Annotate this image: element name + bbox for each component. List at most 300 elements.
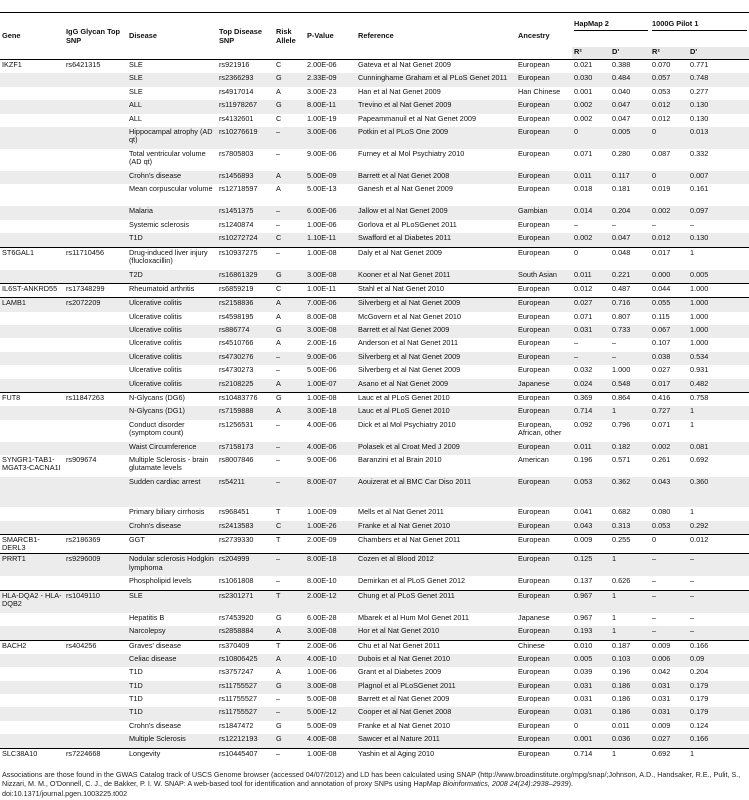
cell-risk-allele: G [274, 325, 305, 338]
cell-risk-allele: G [274, 100, 305, 113]
table-row [0, 114, 749, 127]
cell-pvalue: 8.00E-08 [307, 311, 337, 321]
cell-disease: N-Glycans (DG1) [127, 406, 217, 419]
cell-glycan-snp [64, 149, 127, 171]
table-row [0, 406, 749, 419]
cell-reference: McGovern et al Nat Genet 2010 [358, 311, 462, 321]
cell-ancestry: European [518, 720, 550, 730]
cell-1000g-r2: 0.012 [652, 113, 671, 123]
cell-disease: Systemic sclerosis [129, 219, 190, 229]
cell-disease: Ulcerative colitis [127, 298, 217, 312]
cell-hapmap-d: 0.313 [610, 521, 650, 535]
cell-pvalue: 1.00E-06 [307, 219, 337, 229]
cell-glycan-snp: rs17348299 [64, 283, 127, 297]
cell-disease: T1D [127, 707, 217, 720]
cell-disease: Hippocampal atrophy (AD qt) [127, 127, 217, 149]
cell-reference: Dick et al Mol Psychiatry 2010 [358, 419, 456, 429]
cell-1000g-d: 0.204 [690, 667, 709, 677]
cell-top-snp: rs2366293 [217, 73, 274, 86]
cell-ancestry: Japanese [518, 612, 550, 622]
cell-glycan-snp [64, 681, 127, 694]
cell-hapmap-r2: 0.005 [572, 654, 610, 667]
table-row [0, 626, 749, 640]
cell-gene [0, 114, 64, 127]
cell-hapmap-r2: 0.030 [572, 73, 610, 86]
table-row [0, 554, 749, 577]
cell-1000g-d: 0.166 [688, 640, 749, 654]
cell-1000g-r2: 0.071 [652, 419, 671, 429]
table-row [0, 338, 749, 351]
cell-hapmap-d: 0.484 [610, 73, 650, 86]
cell-risk-allele: – [274, 206, 305, 219]
cell-hapmap-r2: 0.002 [572, 233, 610, 247]
cell-glycan-snp [64, 127, 127, 149]
cell-ancestry: European [518, 667, 550, 677]
cell-hapmap-d: 0.716 [610, 298, 650, 312]
header-hapmap2: HapMap 2 [572, 14, 650, 47]
cell-1000g-d: 0.332 [690, 148, 709, 158]
cell-disease: T1D [127, 233, 217, 247]
table-row [0, 283, 749, 297]
cell-ancestry: European [516, 100, 572, 113]
cell-glycan-snp [64, 270, 127, 284]
cell-risk-allele: A [274, 171, 305, 184]
cell-reference: Barrett et al Nat Genet 2009 [358, 694, 450, 704]
cell-glycan-snp: rs909674 [66, 455, 97, 465]
cell-1000g-d: 0.179 [690, 694, 709, 704]
table-row [0, 60, 749, 74]
cell-1000g-r2: 0.042 [652, 667, 671, 677]
cell-disease: Conduct disorder (symptom count) [129, 419, 185, 437]
doi-link[interactable]: doi:10.1371/journal.pgen.1003225.t002 [2, 788, 128, 798]
cell-top-snp: rs16861329 [217, 270, 274, 284]
cell-top-snp: rs4730273 [219, 365, 254, 375]
cell-pvalue: 8.00E-18 [305, 554, 356, 577]
table-body [0, 60, 749, 763]
cell-top-snp: rs2413583 [217, 521, 274, 535]
cell-top-snp: rs11755527 [219, 694, 258, 704]
cell-hapmap-r2: 0.031 [574, 694, 593, 704]
cell-1000g-r2: 0.017 [650, 379, 688, 393]
cell-hapmap-d: 0.204 [610, 206, 650, 219]
cell-reference: Polasek et al Croat Med J 2009 [356, 442, 516, 455]
cell-ancestry: European [516, 590, 572, 613]
cell-1000g-r2: 0.027 [652, 365, 671, 375]
cell-1000g-r2: 0.087 [652, 148, 671, 158]
cell-ancestry: American [518, 455, 549, 465]
cell-risk-allele: C [274, 521, 305, 535]
cell-1000g-d: 1 [688, 406, 749, 419]
cell-gene [0, 721, 64, 734]
cell-risk-allele: C [274, 283, 305, 297]
cell-1000g-r2: 0.031 [650, 681, 688, 694]
cell-risk-allele: T [274, 590, 305, 613]
cell-gene [0, 681, 64, 694]
cell-hapmap-r2: 0.027 [572, 298, 610, 312]
cell-risk-allele: – [276, 365, 281, 375]
table-row [0, 613, 749, 626]
cell-glycan-snp: rs11847263 [64, 393, 127, 407]
cell-disease: SLE [129, 86, 143, 96]
table-row [0, 206, 749, 219]
cell-gene [0, 233, 64, 247]
cell-risk-allele: G [274, 734, 305, 748]
table-footnote [2, 770, 747, 798]
cell-hapmap-r2: 0.018 [574, 184, 593, 194]
cell-hapmap-r2: 0.714 [572, 406, 610, 419]
cell-hapmap-r2: 0.031 [572, 707, 610, 720]
cell-1000g-r2: 0.080 [652, 507, 671, 517]
cell-top-snp: rs4132601 [219, 113, 254, 123]
cell-1000g-r2: 0.043 [650, 477, 688, 507]
cell-top-snp: rs2108225 [217, 379, 274, 393]
cell-gene [0, 734, 64, 748]
cell-hapmap-r2: – [572, 352, 610, 365]
cell-disease: Crohn's disease [129, 720, 182, 730]
cell-ancestry: European [516, 127, 572, 149]
cell-gene [0, 406, 64, 419]
cell-gene: SMARCB1-DERL3 [0, 534, 64, 553]
table-row [0, 734, 749, 748]
cell-ancestry: European [516, 283, 572, 297]
cell-glycan-snp [64, 365, 127, 378]
cell-hapmap-d: 0.187 [610, 640, 650, 654]
cell-hapmap-d: 0.255 [610, 534, 650, 553]
cell-hapmap-d: 0.487 [610, 283, 650, 297]
cell-pvalue: 6.00E-28 [307, 612, 337, 622]
cell-reference: Swafford et al Diabetes 2011 [356, 233, 516, 247]
cell-reference: Gorlova et al PLoSGenet 2011 [358, 219, 457, 229]
cell-1000g-d: 1 [690, 507, 695, 517]
cell-reference: Trevino et al Nat Genet 2009 [356, 100, 516, 113]
cell-risk-allele: – [274, 748, 305, 762]
cell-hapmap-r2: 0.369 [572, 393, 610, 407]
cell-pvalue: 4.00E-06 [305, 442, 356, 455]
table-row [0, 298, 749, 312]
cell-glycan-snp [64, 420, 127, 442]
cell-risk-allele: G [276, 720, 282, 730]
cell-ancestry: European [518, 365, 550, 375]
cell-reference: Kooner et al Nat Genet 2011 [356, 270, 516, 284]
header-ancestry: Ancestry [518, 31, 550, 41]
cell-gene [0, 694, 64, 707]
cell-glycan-snp [64, 325, 127, 338]
cell-reference: Anderson et al Nat Genet 2011 [358, 338, 459, 348]
table-row [0, 73, 749, 86]
cell-1000g-d: 0.482 [688, 379, 749, 393]
cell-top-snp: rs10937275 [217, 247, 274, 270]
table-row [0, 455, 749, 477]
cell-pvalue: 1.00E-26 [305, 521, 356, 535]
cell-pvalue: 2.00E-06 [305, 640, 356, 654]
header-gene: Gene [2, 31, 21, 41]
cell-gene [0, 149, 64, 171]
cell-1000g-d: 0.179 [688, 681, 749, 694]
cell-gene [0, 707, 64, 720]
cell-glycan-snp [64, 312, 127, 325]
cell-risk-allele: – [276, 148, 281, 158]
cell-1000g-d: 0.534 [688, 352, 749, 365]
cell-disease: SLE [127, 73, 217, 86]
cell-hapmap-r2: 0.024 [572, 379, 610, 393]
header-glycan-snp: IgG Glycan Top SNP [66, 27, 121, 45]
header-risk-allele: Risk Allele [276, 27, 296, 45]
cell-top-snp: rs11755527 [217, 681, 274, 694]
cell-1000g-r2: 0.031 [650, 707, 688, 720]
cell-ancestry: European [516, 748, 572, 762]
cell-ancestry: European [518, 507, 550, 517]
cell-top-snp: rs1847472 [219, 720, 254, 730]
table-row [0, 87, 749, 100]
cell-hapmap-d: 0.196 [612, 667, 631, 677]
cell-pvalue: 1.00E-08 [305, 748, 356, 762]
cell-gene [0, 220, 64, 233]
cell-disease: Multiple Sclerosis [127, 734, 217, 748]
cell-hapmap-d: 0.796 [612, 419, 631, 429]
cell-ancestry: European [518, 60, 550, 69]
cell-1000g-d: 0.124 [690, 720, 709, 730]
cell-glycan-snp [64, 73, 127, 86]
cell-hapmap-d: 1 [610, 590, 650, 613]
cell-disease: T2D [127, 270, 217, 284]
cell-gene [0, 667, 64, 680]
cell-1000g-r2: 0.012 [650, 100, 688, 113]
cell-hapmap-d: – [610, 352, 650, 365]
cell-1000g-d: 1 [690, 419, 695, 429]
cell-hapmap-d: – [612, 338, 617, 348]
cell-reference: Aouizerat et al BMC Car Diso 2011 [356, 477, 516, 507]
cell-hapmap-r2: 0.021 [574, 60, 593, 69]
cell-ancestry: European [516, 707, 572, 720]
cell-top-snp: rs3757247 [219, 667, 254, 677]
cell-risk-allele: A [276, 86, 281, 96]
cell-top-snp: rs10445407 [217, 748, 274, 762]
cell-1000g-r2: 0.053 [652, 86, 671, 96]
cell-glycan-snp [64, 576, 127, 590]
table-row [0, 521, 749, 535]
cell-1000g-d: 0.130 [688, 233, 749, 247]
cell-reference: Silverberg et al Nat Genet 2009 [356, 298, 516, 312]
cell-top-snp: rs11755527 [217, 707, 274, 720]
cell-hapmap-d: 0.807 [612, 311, 631, 321]
cell-glycan-snp [64, 442, 127, 455]
cell-disease: Ulcerative colitis [129, 338, 182, 348]
cell-1000g-r2: 0.416 [650, 393, 688, 407]
table-row [0, 420, 749, 442]
cell-ancestry: European [516, 654, 572, 667]
cell-1000g-d: – [688, 554, 749, 577]
cell-risk-allele: A [274, 379, 305, 393]
cell-reference: Stahl et al Nat Genet 2010 [356, 283, 516, 297]
cell-top-snp: rs10272724 [217, 233, 274, 247]
table-row [0, 127, 749, 149]
cell-top-snp: rs54211 [217, 477, 274, 507]
cell-glycan-snp: rs2186369 [64, 534, 127, 553]
cell-hapmap-d: 0.040 [612, 86, 631, 96]
cell-pvalue: 1.00E-06 [307, 667, 337, 677]
cell-pvalue: 9.00E-06 [307, 148, 337, 158]
cell-1000g-r2: 0.002 [650, 206, 688, 219]
cell-pvalue: 2.00E-09 [305, 534, 356, 553]
cell-reference: Franke et al Nat Genet 2010 [358, 720, 451, 730]
cell-1000g-d: 1.000 [690, 338, 709, 348]
cell-reference: Barrett et al Nat Genet 2008 [356, 171, 516, 184]
cell-1000g-d: 0.277 [690, 86, 709, 96]
cell-hapmap-d: 0.186 [612, 694, 631, 704]
cell-hapmap-d: 0.186 [610, 681, 650, 694]
cell-pvalue: 7.00E-06 [305, 298, 356, 312]
cell-disease: Mean corpuscular volume [129, 184, 213, 194]
cell-1000g-d: – [690, 219, 695, 229]
cell-risk-allele: – [274, 127, 305, 149]
table-row [0, 352, 749, 365]
table-row [0, 184, 749, 206]
cell-ancestry: European [518, 113, 550, 123]
cell-risk-allele: – [276, 219, 281, 229]
cell-1000g-d: 0.360 [688, 477, 749, 507]
cell-top-snp: rs12212193 [217, 734, 274, 748]
cell-reference: Cunninghame Graham et al PLoS Genet 2011 [356, 73, 516, 86]
cell-ancestry: European [518, 184, 550, 194]
table-row [0, 247, 749, 270]
cell-disease: Crohn's disease [127, 521, 217, 535]
table-row [0, 149, 749, 171]
cell-gene [0, 379, 64, 393]
cell-1000g-d: 0.130 [690, 113, 709, 123]
cell-hapmap-d: 0.186 [610, 707, 650, 720]
cell-risk-allele: – [276, 419, 281, 429]
cell-glycan-snp [64, 184, 127, 206]
cell-disease: Celiac disease [127, 654, 217, 667]
table-row [0, 220, 749, 233]
cell-pvalue: 3.00E-23 [307, 86, 337, 96]
cell-gene [0, 576, 64, 590]
cell-reference: Papeammanuil et al Nat Genet 2009 [358, 113, 477, 123]
cell-glycan-snp [64, 477, 127, 507]
cell-gene [0, 127, 64, 149]
cell-hapmap-r2: 0 [572, 127, 610, 149]
cell-pvalue: 5.00E-09 [307, 720, 337, 730]
cell-hapmap-d: – [612, 219, 617, 229]
cell-glycan-snp: rs11710456 [64, 247, 127, 270]
cell-disease: Ulcerative colitis [129, 311, 182, 321]
cell-gene [0, 477, 64, 507]
cell-hapmap-d: 1 [610, 626, 650, 640]
cell-risk-allele: – [274, 442, 305, 455]
cell-glycan-snp [64, 206, 127, 219]
table-row [0, 507, 749, 520]
header-pvalue: P-Value [307, 31, 334, 41]
cell-gene [0, 654, 64, 667]
cell-1000g-r2: 0.115 [652, 311, 670, 321]
cell-disease: SLE [127, 590, 217, 613]
cell-pvalue: 1.00E-11 [305, 283, 356, 297]
cell-gene [0, 626, 64, 640]
cell-hapmap-r2: 0.001 [572, 734, 610, 748]
cell-1000g-r2: – [652, 219, 657, 229]
cell-ancestry: European [516, 442, 572, 455]
cell-ancestry: European [518, 219, 550, 229]
cell-pvalue: 2.33E-09 [305, 73, 356, 86]
cell-hapmap-r2: 0.092 [574, 419, 593, 429]
cell-hapmap-d: 0.047 [612, 113, 631, 123]
cell-pvalue: 1.00E-08 [305, 247, 356, 270]
cell-hapmap-r2: 0 [572, 247, 610, 270]
cell-hapmap-r2: 0.002 [572, 100, 610, 113]
cell-gene [0, 100, 64, 113]
cell-glycan-snp [64, 87, 127, 100]
table-row [0, 667, 749, 680]
cell-risk-allele: G [274, 681, 305, 694]
cell-hapmap-r2: 0.002 [574, 113, 593, 123]
cell-reference: Furney et al Mol Psychiatry 2010 [358, 148, 465, 158]
cell-1000g-r2: 0.107 [652, 338, 671, 348]
cell-1000g-d: 0.292 [688, 521, 749, 535]
table-row [0, 534, 749, 553]
cell-hapmap-r2: 0.001 [574, 86, 593, 96]
cell-1000g-r2: – [652, 576, 657, 586]
cell-glycan-snp [64, 100, 127, 113]
cell-1000g-r2: 0.038 [650, 352, 688, 365]
cell-gene: PRRT1 [0, 554, 64, 577]
cell-risk-allele: – [274, 352, 305, 365]
cell-hapmap-r2: 0.125 [572, 554, 610, 577]
cell-ancestry: European, African, other [518, 419, 562, 437]
footnote-end: ). [568, 779, 573, 789]
cell-reference: Plagnol et al PLoSGenet 2011 [356, 681, 516, 694]
cell-top-snp: rs886774 [217, 325, 274, 338]
cell-hapmap-r2: 0.011 [572, 270, 610, 284]
cell-top-snp: rs4510766 [219, 338, 254, 348]
cell-disease: N-Glycans (DG6) [127, 393, 217, 407]
cell-reference: Demirkan et al PLoS Genet 2012 [358, 576, 466, 586]
cell-reference: Potkin et al PLoS One 2009 [356, 127, 516, 149]
cell-gene [0, 521, 64, 535]
cell-pvalue: 9.00E-06 [307, 455, 337, 465]
cell-1000g-r2: – [650, 554, 688, 577]
cell-1000g-r2: 0.000 [650, 270, 688, 284]
table-row [0, 393, 749, 407]
cell-top-snp: rs1451375 [217, 206, 274, 219]
cell-hapmap-d: 0.682 [612, 507, 631, 517]
cell-glycan-snp: rs7224668 [64, 748, 127, 762]
cell-glycan-snp: rs6421315 [66, 60, 101, 69]
cell-top-snp: rs921916 [219, 60, 250, 69]
cell-disease: Graves' disease [127, 640, 217, 654]
table-row [0, 654, 749, 667]
cell-hapmap-r2: 0.009 [572, 534, 610, 553]
cell-top-snp: rs204999 [217, 554, 274, 577]
cell-1000g-r2: 0.031 [652, 694, 671, 704]
cell-hapmap-r2: 0.137 [574, 576, 593, 586]
cell-hapmap-d: 0.117 [610, 171, 650, 184]
cell-risk-allele: A [276, 311, 281, 321]
cell-1000g-d: 0.771 [690, 60, 709, 69]
cell-ancestry: European [518, 338, 550, 348]
cell-top-snp: rs370409 [217, 640, 274, 654]
cell-reference: Grant et al Diabetes 2009 [358, 667, 442, 677]
cell-pvalue: 3.00E-08 [305, 681, 356, 694]
cell-ancestry: European [518, 148, 550, 158]
cell-hapmap-d: 0.011 [612, 720, 630, 730]
table-row [0, 477, 749, 507]
cell-disease: Drug-induced liver injury (flucloxacillin) [127, 247, 217, 270]
table-row [0, 312, 749, 325]
cell-1000g-r2: 0.009 [652, 720, 671, 730]
cell-gene [0, 442, 64, 455]
cell-hapmap-d: 0.626 [612, 576, 631, 586]
cell-top-snp: rs968451 [219, 507, 250, 517]
